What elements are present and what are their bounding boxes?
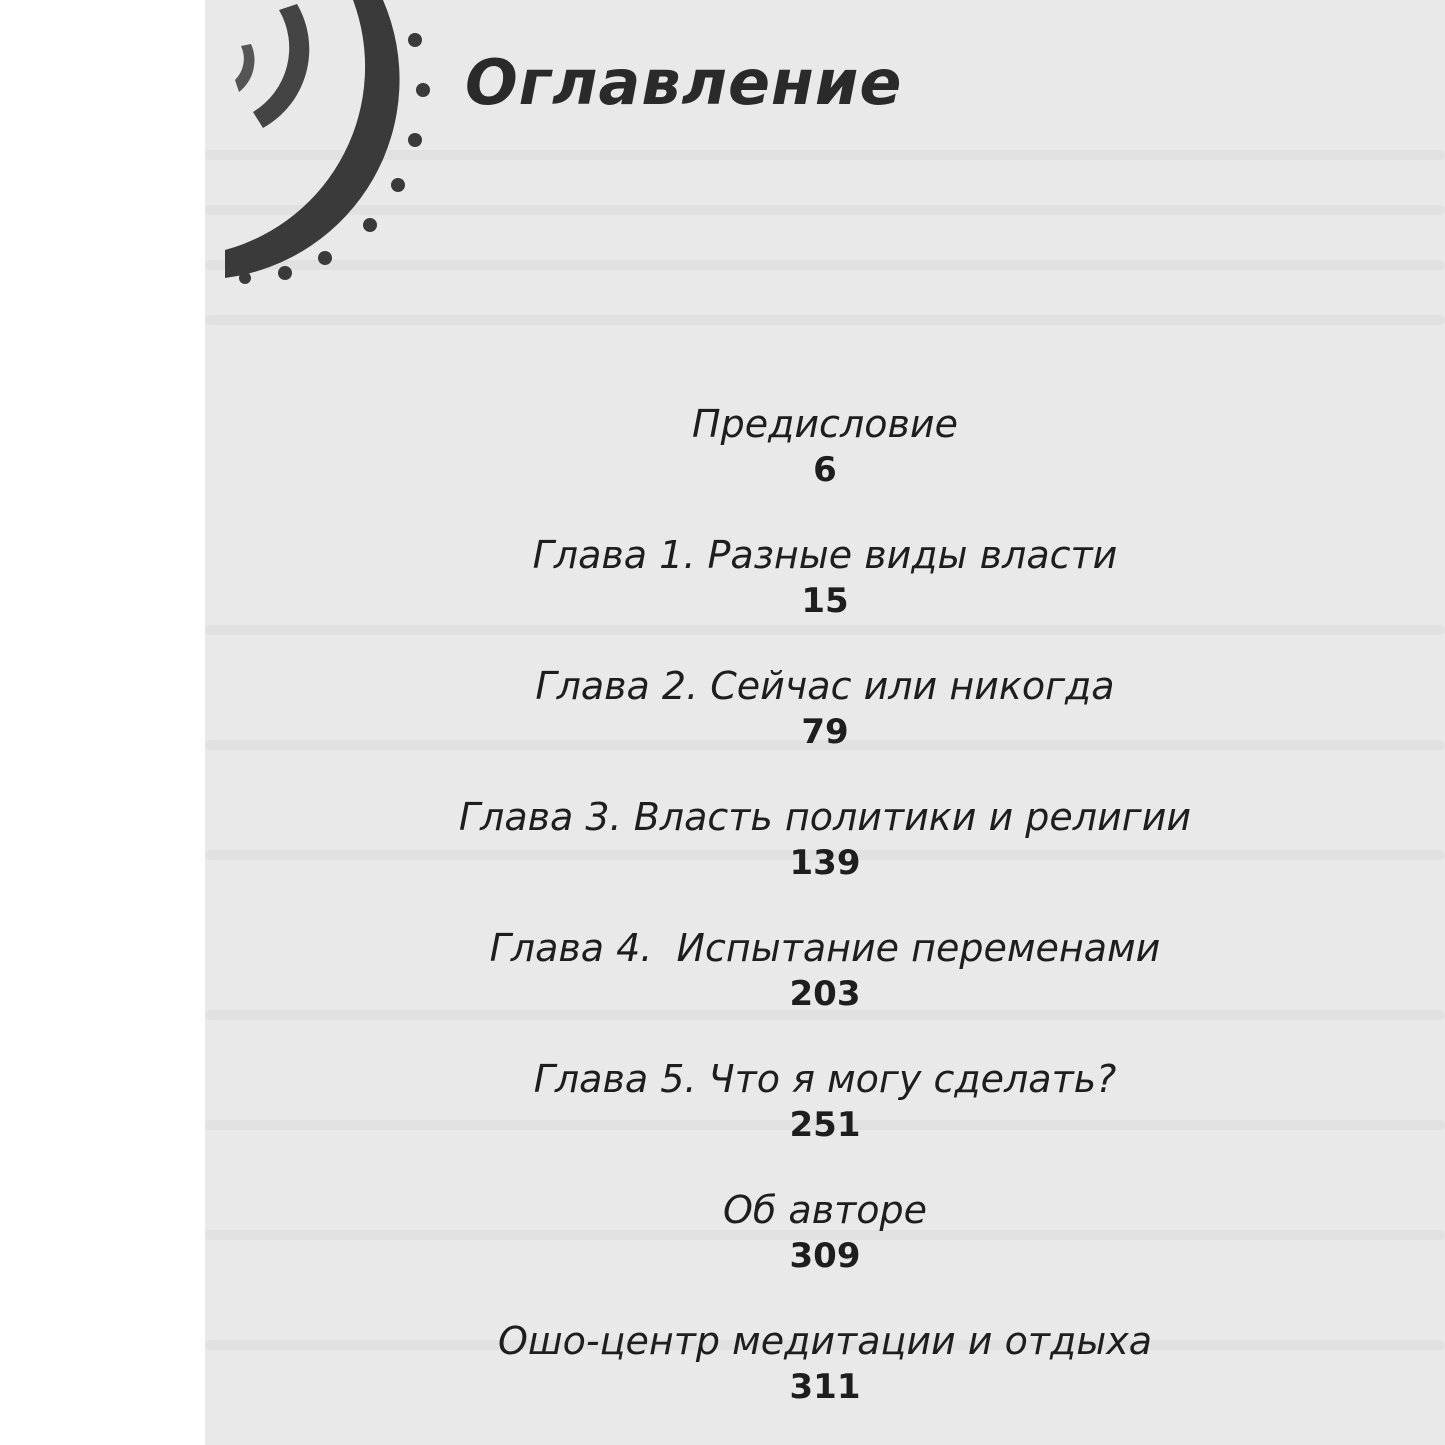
toc-entry: [205, 924, 1445, 1055]
book-page: [205, 0, 1445, 1445]
toc-entry-page: 309: [789, 1236, 861, 1276]
toc-entry-title: Глава 3. Власть политики и религии: [458, 795, 1192, 839]
sun-arc-ornament-icon: [205, 0, 465, 310]
toc-entry: [205, 662, 1445, 793]
toc-entry-title: Глава 5. Что я могу сделать?: [533, 1057, 1117, 1101]
toc-entry-title: Глава 2. Сейчас или никогда: [535, 664, 1115, 708]
toc-entry: [205, 793, 1445, 924]
toc-entry-title: Глава 1. Разные виды власти: [532, 533, 1118, 577]
toc-entry-page: 79: [801, 712, 849, 752]
toc-entry-page: 15: [801, 581, 849, 621]
toc-entry-title: Предисловие: [692, 402, 958, 446]
toc-entry-page: 203: [789, 974, 861, 1014]
toc-entry: [205, 1186, 1445, 1317]
toc-entry-title: Ошо-центр медитации и отдыха: [497, 1319, 1153, 1363]
toc-entry-page: 139: [789, 843, 861, 883]
bleed-through-line: [205, 315, 1445, 325]
toc-entry-page: 311: [789, 1367, 861, 1407]
toc-entry: [205, 1055, 1445, 1186]
page-title: Оглавление: [465, 46, 903, 119]
toc-entry-page: 6: [813, 450, 837, 490]
toc-entry-page: 251: [789, 1105, 861, 1145]
toc-entry-title: Глава 4. Испытание переменами: [489, 926, 1161, 970]
table-of-contents: [205, 400, 1445, 1445]
toc-entry-title: Об авторе: [723, 1188, 927, 1232]
toc-entry: [205, 400, 1445, 531]
toc-entry: [205, 531, 1445, 662]
toc-entry: [205, 1317, 1445, 1445]
